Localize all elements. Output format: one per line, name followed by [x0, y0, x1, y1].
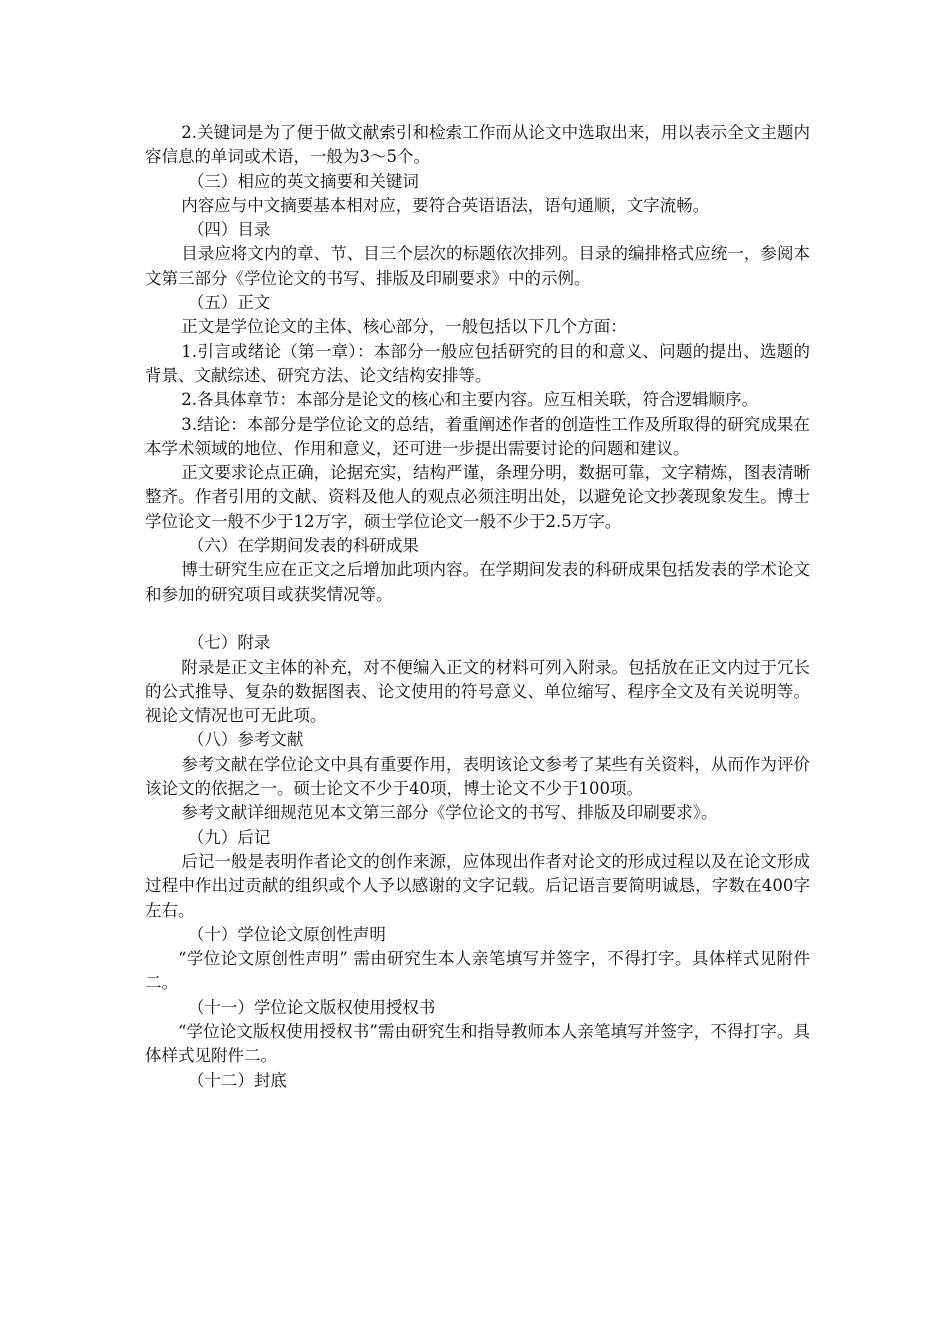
- section-heading-research-results: （六）在学期间发表的科研成果: [187, 536, 419, 556]
- main-text-item-3: 3.结论：本部分是学位论文的总结，着重阐述作者的创造性工作及所取得的研究成果在本学术领域的地位、作用和意义，还可进一步提出需要讨论的问题和建议。: [145, 414, 810, 458]
- section-heading-toc: （四）目录: [187, 220, 271, 240]
- section-heading-english-abstract: （三）相应的英文摘要和关键词: [187, 171, 419, 191]
- references-spec-paragraph: 参考文献详细规范见本文第三部分《学位论文的书写、排版及印刷要求》。: [181, 803, 718, 823]
- originality-statement-paragraph: “学位论文原创性声明” 需由研究生本人亲笔填写并签字，不得打字。具体样式见附件二。: [145, 949, 810, 993]
- keywords-paragraph: 2.关键词是为了便于做文献索引和检索工作而从论文中选取出来，用以表示全文主题内容信息的单词或术语，一般为3～5个。: [145, 123, 810, 167]
- main-text-item-1: 1.引言或绪论（第一章）：本部分一般应包括研究的目的和意义、问题的提出、选题的背景、文献综述、研究方法、论文结构安排等。: [145, 341, 810, 385]
- postscript-paragraph: 后记一般是表明作者论文的创作来源，应体现出作者对论文的形成过程以及在论文形成过程中作出过贡献的组织或个人予以感谢的文字记载。后记语言要简明诚恳，字数在400字左右。: [145, 851, 810, 920]
- section-heading-originality-statement: （十）学位论文原创性声明: [187, 924, 386, 944]
- research-results-paragraph: 博士研究生应在正文之后增加此项内容。在学期间发表的科研成果包括发表的学术论文和参加的研究项目或获奖情况等。: [145, 560, 810, 604]
- section-heading-postscript: （九）后记: [187, 827, 271, 847]
- toc-paragraph: 目录应将文内的章、节、目三个层次的标题依次排列。目录的编排格式应统一，参阅本文第三部分《学位论文的书写、排版及印刷要求》中的示例。: [145, 244, 810, 288]
- document-body: [145, 121, 810, 1093]
- appendix-paragraph: 附录是正文主体的补充，对不便编入正文的材料可列入附录。包括放在正文内过于冗长的公式推导、复杂的数据图表、论文使用的符号意义、单位缩写、程序全文及有关说明等。视论文情况也可无此项。: [145, 657, 810, 726]
- section-heading-appendix: （七）附录: [187, 633, 271, 653]
- section-heading-copyright-authorization: （十一）学位论文版权使用授权书: [187, 997, 436, 1017]
- main-text-intro-paragraph: 正文是学位论文的主体、核心部分，一般包括以下几个方面：: [181, 317, 627, 337]
- section-heading-main-text: （五）正文: [187, 293, 271, 313]
- english-abstract-paragraph: 内容应与中文摘要基本相对应，要符合英语语法，语句通顺，文字流畅。: [181, 195, 710, 215]
- main-text-requirements-paragraph: 正文要求论点正确，论据充实，结构严谨，条理分明，数据可靠，文字精炼，图表清晰整齐。作者引用的文献、资料及他人的观点必须注明出处，以避免论文抄袭现象发生。博士学位论文一般不少于12万字，硕士学位论文一般不少于2.5万字。: [145, 463, 810, 531]
- section-heading-back-cover: （十二）封底: [187, 1070, 287, 1090]
- copyright-authorization-paragraph: “学位论文版权使用授权书”需由研究生和指导教师本人亲笔填写并签字，不得打字。具体样式见附件二。: [145, 1021, 810, 1066]
- main-text-item-2: 2.各具体章节：本部分是论文的核心和主要内容。应互相关联，符合逻辑顺序。: [181, 390, 759, 410]
- section-heading-references: （八）参考文献: [187, 730, 304, 750]
- blank-line: [145, 607, 810, 631]
- references-paragraph: 参考文献在学位论文中具有重要作用，表明该论文参考了某些有关资料，从而作为评价该论文的依据之一。硕士论文不少于40项，博士论文不少于100项。: [145, 754, 810, 799]
